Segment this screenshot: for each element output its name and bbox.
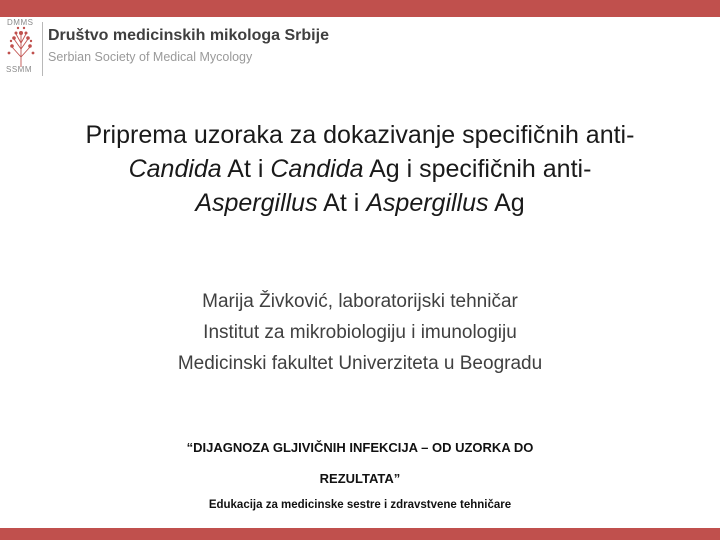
logo-divider — [42, 22, 43, 76]
title-aspergillus-2: Aspergillus — [366, 189, 489, 217]
title-line-1: Priprema uzoraka za dokazivanje specifičnih anti- — [85, 121, 635, 149]
education-subtitle: Edukacija za medicinske sestre i zdravstvene tehničare — [208, 499, 512, 511]
title-candida-1: Candida — [128, 155, 222, 183]
org-name-en: Serbian Society of Medical Mycology — [48, 50, 253, 64]
title-line-2 — [10, 152, 710, 186]
title-line-3 — [10, 186, 710, 220]
title-candida-2: Candida — [270, 155, 364, 183]
author-faculty: Medicinski fakultet Univerziteta u Beogradu — [177, 353, 543, 374]
author-name-role: Marija Živković, laboratorijski tehničar — [202, 291, 518, 312]
title-aspergillus-1: Aspergillus — [195, 189, 318, 217]
logo-bottom-text: SSMM — [6, 65, 32, 74]
title-at-i-1: At i — [221, 155, 271, 183]
author-institute: Institut za mikrobiologiju i imunologiju — [203, 322, 517, 343]
author-block — [10, 286, 710, 379]
top-accent-bar — [0, 0, 720, 17]
event-title-line-2: REZULTATA” — [319, 471, 401, 486]
title-ag-tail-2: Ag — [488, 189, 525, 217]
event-title-line-1: “DIJAGNOZA GLJIVIČNIH INFEKCIJA – OD UZORKA DO — [186, 440, 534, 455]
org-name: Društvo medicinskih mikologa Srbije — [48, 27, 329, 44]
title-at-i-2: At i — [317, 189, 367, 217]
slide-title — [10, 118, 710, 220]
title-ag-tail-1: Ag i specifičnih anti- — [363, 155, 592, 183]
logo-top-text: DMMS — [7, 18, 34, 27]
bottom-accent-bar — [0, 528, 720, 540]
event-title — [0, 432, 720, 494]
